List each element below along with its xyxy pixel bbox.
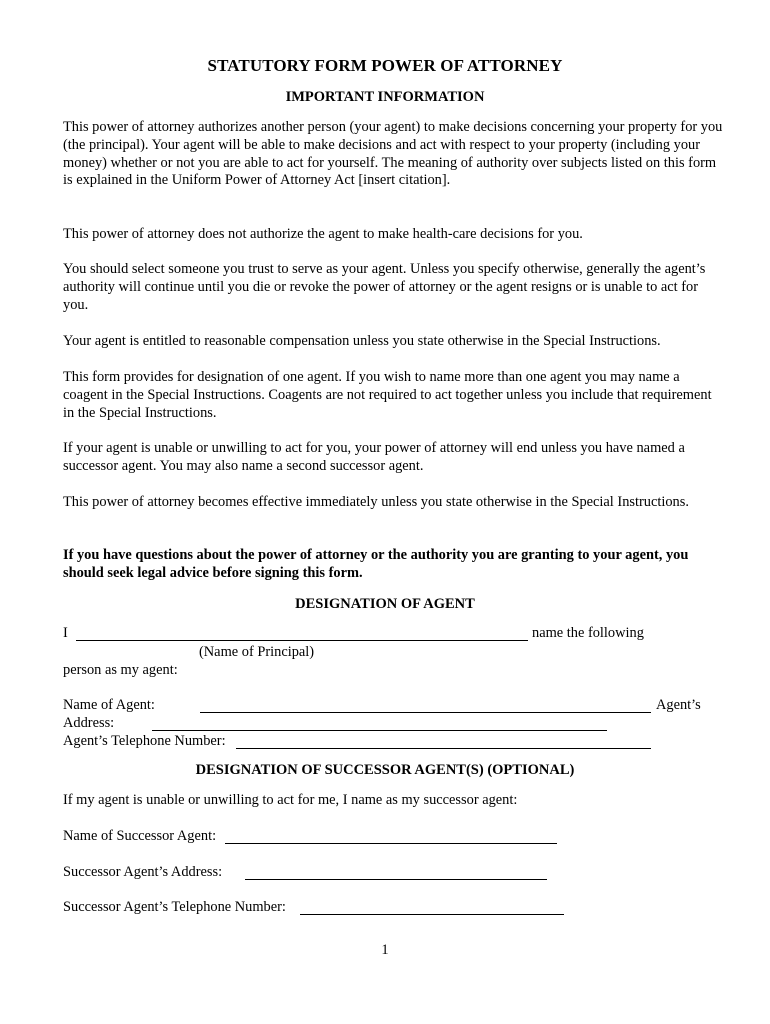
- paragraph-coagent: This form provides for designation of one agent. If you wish to name more than one agent you may name a coagent in the Special Instructions. Coagents are not required to act together unless you include that requirement in the Special Instructions.: [63, 369, 712, 421]
- paragraph-authority: This power of attorney authorizes another person (your agent) to make decisions concerning your property for you (the principal). Your agent will be able to make decisions and act with respect to your property (including your money) whether or not you are able to act for yourself. The meaning of authority over subjects listed on this form is explained in the Uniform Power of Attorney Act [insert citation].: [63, 119, 723, 189]
- successor-address-label: Successor Agent’s Address:: [63, 864, 223, 880]
- principal-name-caption: (Name of Principal): [199, 644, 315, 660]
- successor-telephone-field[interactable]: [300, 914, 564, 915]
- agent-address-label: Address:: [63, 715, 115, 731]
- agent-telephone-label: Agent’s Telephone Number:: [63, 733, 226, 749]
- form-title: STATUTORY FORM POWER OF ATTORNEY: [207, 56, 563, 75]
- agent-address-field[interactable]: [152, 730, 607, 731]
- paragraph-select-agent: You should select someone you trust to serve as your agent. Unless you specify otherwise, generally the agent’s authority will continue until you die or revoke the power of attorney or the agent resigns or is unable to act for you.: [63, 261, 706, 313]
- name-the-following-text: name the following: [532, 625, 644, 641]
- agent-name-label: Name of Agent:: [63, 697, 155, 713]
- agent-name-field[interactable]: [200, 712, 651, 713]
- agents-label: Agent’s: [656, 697, 701, 713]
- paragraph-compensation: Your agent is entitled to reasonable compensation unless you state otherwise in the Special Instructions.: [63, 333, 661, 349]
- successor-intro-text: If my agent is unable or unwilling to act for me, I name as my successor agent:: [63, 792, 518, 808]
- person-as-agent-text: person as my agent:: [63, 662, 178, 678]
- i-label: I: [63, 625, 68, 641]
- successor-telephone-label: Successor Agent’s Telephone Number:: [63, 899, 286, 915]
- page-number: 1: [381, 942, 389, 958]
- important-information-heading: IMPORTANT INFORMATION: [285, 89, 485, 105]
- legal-advice-warning: If you have questions about the power of attorney or the authority you are granting to your agent, you should seek legal advice before signing this form.: [63, 547, 689, 581]
- principal-name-field[interactable]: [76, 640, 528, 641]
- successor-name-label: Name of Successor Agent:: [63, 828, 217, 844]
- agent-telephone-field[interactable]: [236, 748, 651, 749]
- successor-address-field[interactable]: [245, 879, 547, 880]
- paragraph-effective: This power of attorney becomes effective immediately unless you state otherwise in the Special Instructions.: [63, 494, 689, 510]
- paragraph-successor: If your agent is unable or unwilling to act for you, your power of attorney will end unless you have named a successor agent. You may also name a second successor agent.: [63, 440, 685, 474]
- successor-agent-heading: DESIGNATION OF SUCCESSOR AGENT(S) (OPTIONAL): [195, 762, 575, 778]
- designation-of-agent-heading: DESIGNATION OF AGENT: [295, 596, 475, 612]
- paragraph-health-care: This power of attorney does not authorize the agent to make health-care decisions for you.: [63, 226, 583, 242]
- successor-name-field[interactable]: [225, 843, 557, 844]
